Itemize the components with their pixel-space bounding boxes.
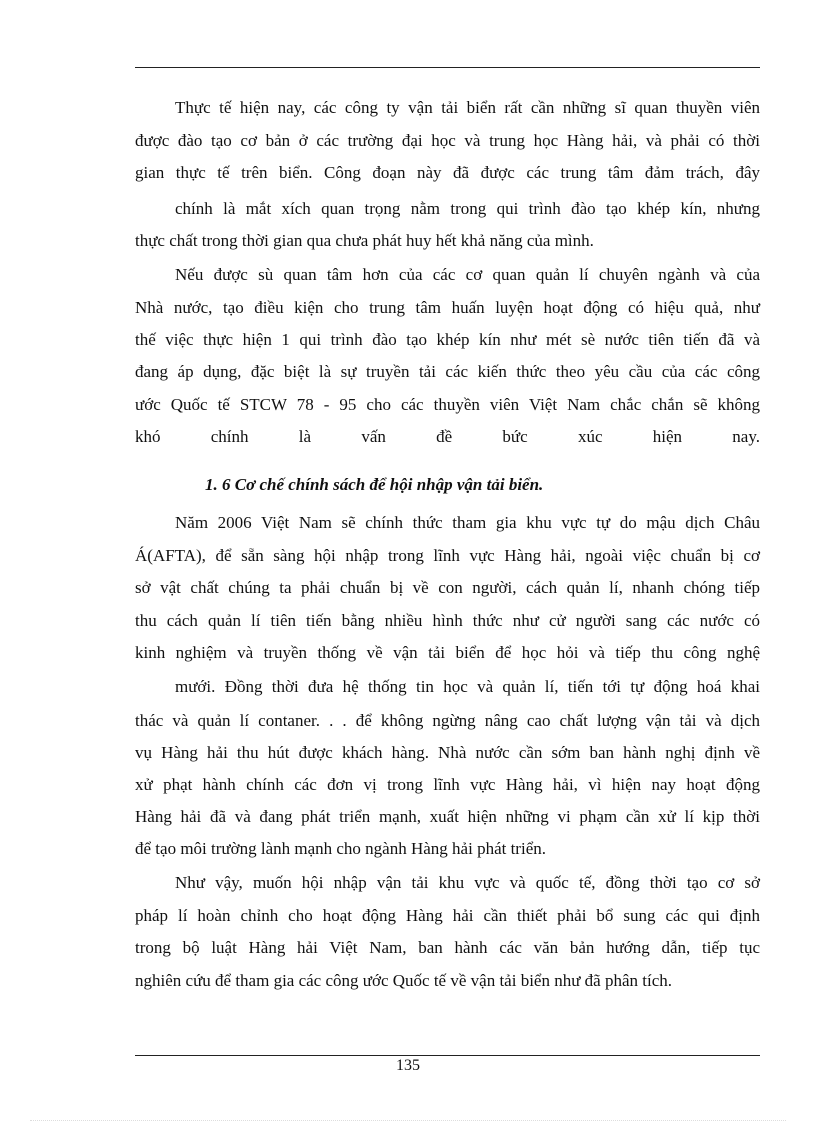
text-line: Nhà nước, tạo điều kiện cho trung tâm huấn luyện hoạt động có hiệu quả, như bbox=[135, 298, 760, 317]
text-line: khó chính là vấn đề bức xúc hiện nay. bbox=[135, 427, 760, 446]
text-line: thác và quản lí contaner. . . để không ngừng nâng cao chất lượng vận tải và dịch bbox=[135, 711, 760, 730]
text-line: nghiên cứu để tham gia các công ước Quốc tế về vận tải biển như đã phân tích. bbox=[135, 971, 673, 990]
text-line: Nếu được sù quan tâm hơn của các cơ quan quản lí chuyên ngành và của bbox=[175, 265, 760, 284]
text-line: thực chất trong thời gian qua chưa phát huy hết khả năng của mình. bbox=[135, 231, 594, 250]
text-line: đang áp dụng, đặc biệt là sự truyền tải các kiến thức theo yêu cầu của các công bbox=[135, 362, 760, 381]
text-line: thu cách quản lí tiên tiến bằng nhiều hình thức như cử người sang các nước có bbox=[135, 611, 760, 630]
text-line: Hàng hải đã và đang phát triển mạnh, xuất hiện những vi phạm cần xử lí kịp thời bbox=[135, 807, 760, 826]
text-line: Thực tế hiện nay, các công ty vận tải biển rất cần những sĩ quan thuyền viên bbox=[175, 98, 760, 117]
text-line: để tạo môi trường lành mạnh cho ngành Hàng hải phát triển. bbox=[135, 839, 546, 858]
text-line: thế việc thực hiện 1 qui trình đào tạo khép kín như mét sè nước tiên tiến đã và bbox=[135, 330, 760, 349]
text-line: kinh nghiệm và truyền thống về vận tải biển để học hỏi và tiếp thu công nghệ bbox=[135, 643, 760, 662]
text-line: mưới. Đồng thời đưa hệ thống tin học và quản lí, tiến tới tự động hoá khai bbox=[175, 677, 760, 696]
section-heading: 1. 6 Cơ chế chính sách để hội nhập vận tải biển. bbox=[205, 475, 544, 494]
page-number: 135 bbox=[396, 1057, 420, 1074]
text-line: gian thực tế trên biển. Công đoạn này đã được các trung tâm đảm trách, đây bbox=[135, 163, 760, 182]
text-line: Năm 2006 Việt Nam sẽ chính thức tham gia khu vực tự do mậu dịch Châu bbox=[175, 513, 760, 532]
footer-rule bbox=[135, 1055, 760, 1056]
header-rule bbox=[135, 67, 760, 68]
text-line: Á(AFTA), để sẵn sàng hội nhập trong lĩnh vực Hàng hải, ngoài việc chuẩn bị cơ bbox=[135, 546, 760, 565]
text-line: được đào tạo cơ bản ở các trường đại học và trung học Hàng hải, và phải có thời bbox=[135, 131, 760, 150]
text-line: xử phạt hành chính các đơn vị trong lĩnh vực Hàng hải, vì hiện nay hoạt động bbox=[135, 775, 760, 794]
text-line: ước Quốc tế STCW 78 - 95 cho các thuyền viên Việt Nam chắc chắn sẽ không bbox=[135, 395, 760, 414]
text-line: Như vậy, muốn hội nhập vận tải khu vực và quốc tế, đồng thời tạo cơ sở bbox=[175, 873, 760, 892]
text-line: chính là mắt xích quan trọng nằm trong qui trình đào tạo khép kín, nhưng bbox=[175, 199, 760, 218]
text-line: vụ Hàng hải thu hút được khách hàng. Nhà nước cần sớm ban hành nghị định về bbox=[135, 743, 760, 762]
page-edge-divider bbox=[30, 1120, 786, 1121]
text-line: sở vật chất chúng ta phải chuẩn bị về con người, cách quản lí, nhanh chóng tiếp bbox=[135, 578, 760, 597]
text-line: pháp lí hoàn chỉnh cho hoạt động Hàng hải cần thiết phải bổ sung các qui định bbox=[135, 906, 760, 925]
text-line: trong bộ luật Hàng hải Việt Nam, ban hành các văn bản hướng dẫn, tiếp tục bbox=[135, 938, 760, 957]
